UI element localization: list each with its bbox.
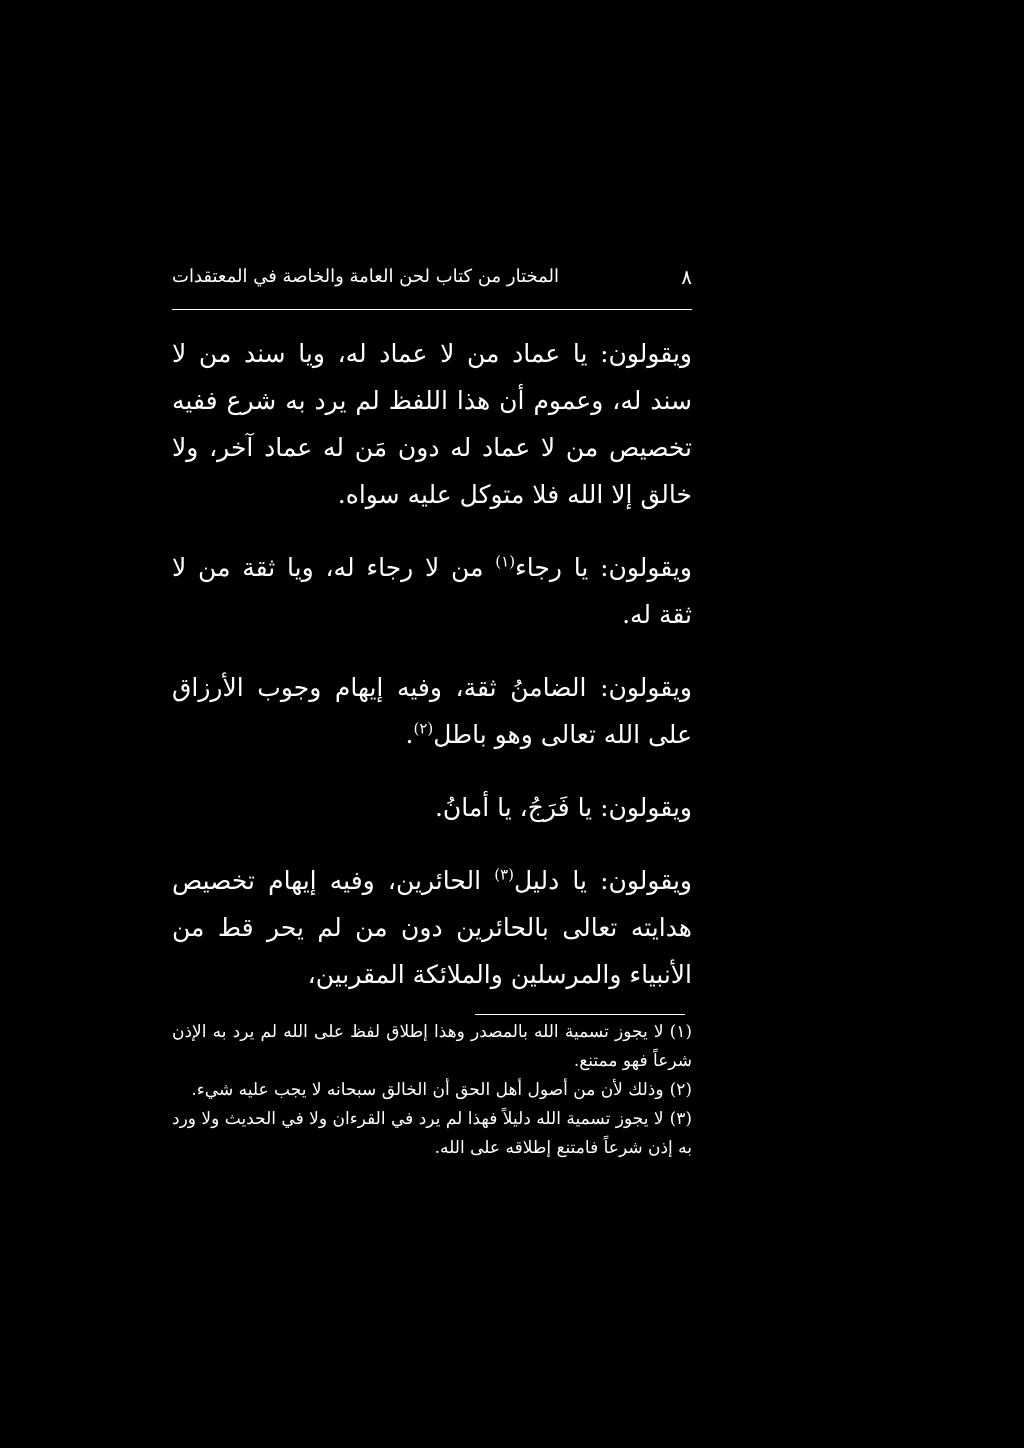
page-header: [172, 262, 692, 292]
paragraph-3: [172, 664, 692, 758]
paragraph-text: ويقولون: يا فَرَجُ، يا أمانُ.: [434, 793, 692, 822]
paragraph-5: [172, 857, 692, 998]
running-title: المختار من كتاب لحن العامة والخاصة في المعتقدات: [172, 266, 560, 287]
footnote-number: (٢): [669, 1080, 692, 1100]
footnote-ref-3: (٣): [494, 865, 514, 884]
footnote-3: [172, 1105, 692, 1163]
paragraph-text: الحائرين، وفيه إيهام تخصيص هدايته تعالى بالحائرين دون من لم يحر قط من الأنبياء والمرسلين والملائكة المقربين،: [172, 866, 692, 989]
main-text: [172, 330, 692, 1024]
footnote-ref-1: (١): [495, 552, 516, 571]
paragraph-1: [172, 330, 692, 518]
paragraph-2: [172, 544, 692, 638]
paragraph-4: [172, 784, 692, 831]
paragraph-text: من لا رجاء له، ويا ثقة من لا ثقة له.: [172, 553, 692, 629]
footnote-number: (١): [669, 1022, 692, 1042]
footnote-text: لا يجوز تسمية الله بالمصدر وهذا إطلاق لفظ على الله لم يرد به الإذن شرعاً فهو ممتنع.: [172, 1022, 692, 1071]
paragraph-text: ويقولون: يا رجاء: [515, 553, 692, 582]
paragraph-text: .: [405, 720, 414, 749]
page-number: ٨: [681, 265, 692, 289]
footnote-text: وذلك لأن من أصول أهل الحق أن الخالق سبحانه لا يجب عليه شيء.: [191, 1080, 664, 1100]
paragraph-text: ويقولون: يا دليل: [513, 866, 693, 895]
footnotes: [172, 1018, 692, 1163]
footnote-2: [172, 1076, 692, 1105]
footnote-number: (٣): [669, 1109, 692, 1129]
header-divider: [172, 309, 692, 310]
paragraph-text: ويقولون: يا عماد من لا عماد له، ويا سند من لا سند له، وعموم أن هذا اللفظ لم يرد به شرع ففيه تخصيص من لا عماد له دون مَن له عماد آخر، ولا خالق إلا الله فلا متوكل عليه سواه.: [172, 339, 692, 509]
footnote-1: [172, 1018, 692, 1076]
paragraph-text: ويقولون: الضامنُ ثقة، وفيه إيهام وجوب الأرزاق على الله تعالى وهو باطل: [172, 673, 692, 749]
footnote-divider: [475, 1014, 685, 1015]
footnote-ref-2: (٢): [413, 719, 434, 738]
footnote-text: لا يجوز تسمية الله دليلاً فهذا لم يرد في القرءان ولا في الحديث ولا ورد به إذن شرعاً فامتنع إطلاقه على الله.: [172, 1109, 692, 1158]
